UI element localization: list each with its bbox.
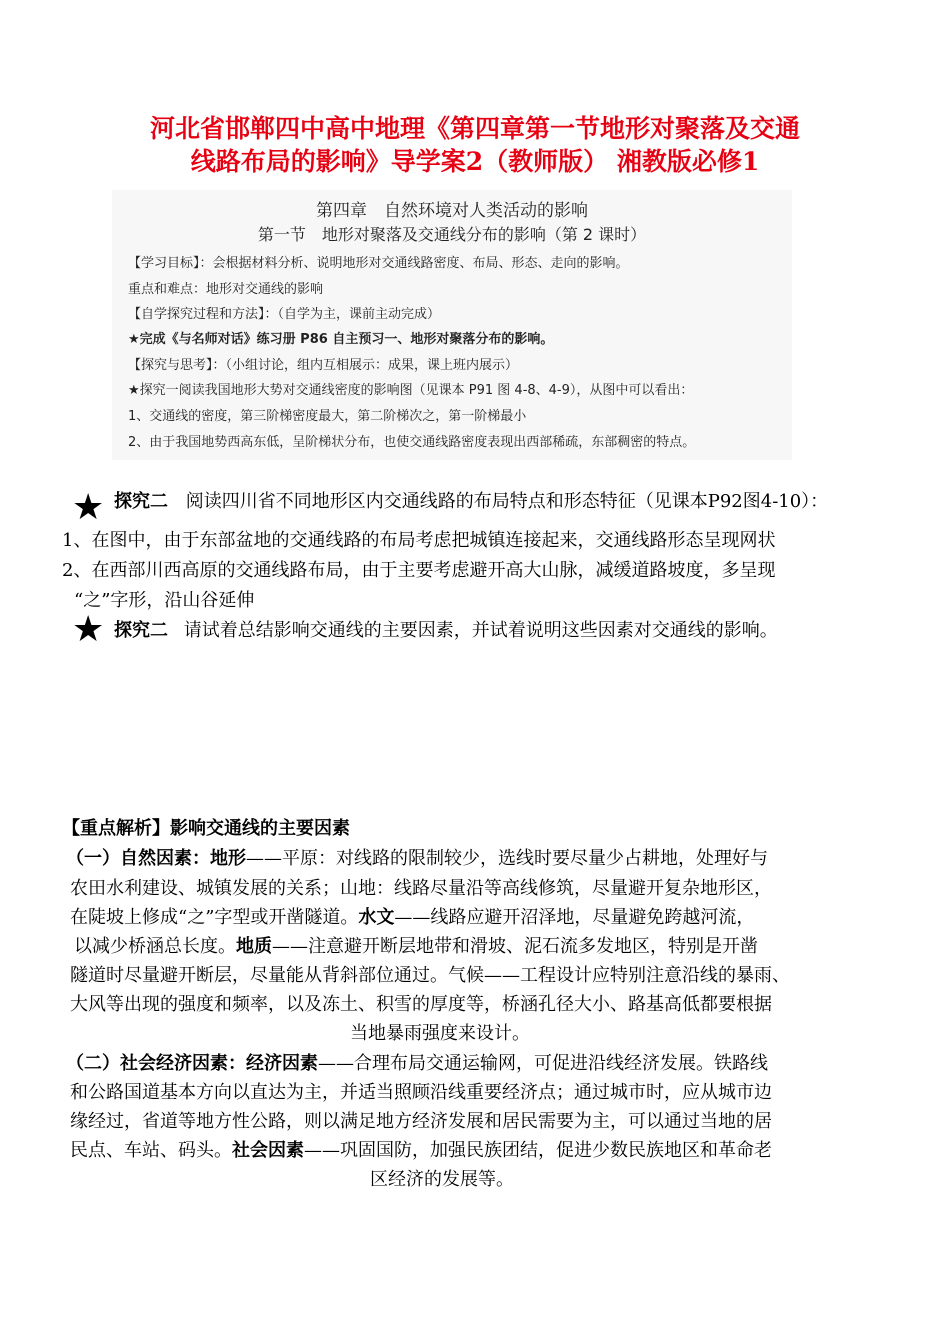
scanned-excerpt [112,190,792,460]
document-title [60,112,890,178]
analysis-line: 缘经过，省道等地方性公路，则以满足地方经济发展和居民需要为主，可以通过当地的居 [70,1111,772,1132]
explore2-question [114,619,778,643]
analysis-line: （一）自然因素：地形——平原：对线路的限制较少，选线时要尽量少占耕地，处理好与 [66,848,768,869]
analysis-line: 区经济的发展等。 [370,1169,514,1190]
scan-line: 2、由于我国地势西高东低，呈阶梯状分布，也使交通线路密度表现出西部稀疏，东部稠密的特点。 [128,435,696,450]
scan-line: ★完成《与名师对话》练习册 P86 自主预习一、地形对聚落分布的影响。 [128,332,554,347]
analysis-line: 大风等出现的强度和频率，以及冻土、积雪的厚度等，桥涵孔径大小、路基高低都要根据 [70,994,772,1015]
scan-line: ★探究一阅读我国地形大势对交通线密度的影响图（见课本 P91 图 4-8、4-9），从图中可以看出： [128,383,694,398]
scan-line: 重点和难点：地形对交通线的影响 [128,282,324,297]
chapter-heading: 第四章 自然环境对人类活动的影响 [316,201,588,221]
section-heading: 第一节 地形对聚落及交通线分布的影响（第 2 课时） [257,225,647,244]
explore2-item-1: 1、在图中，由于东部盆地的交通线路的布局考虑把城镇连接起来，交通线路形态呈现网状 [62,530,776,551]
title-line-2: 线路布局的影响》导学案2（教师版） 湘教版必修1 [190,147,760,176]
black-star-icon: ★ [72,609,105,650]
analysis-heading: 【重点解析】影响交通线的主要因素 [62,818,350,839]
analysis-line: 民点、车站、码头。社会因素——巩固国防，加强民族团结，促进少数民族地区和革命老 [70,1140,772,1161]
title-line-1: 河北省邯郸四中高中地理《第四章第一节地形对聚落及交通 [149,114,800,143]
analysis-line: 在陡坡上修成“之”字型或开凿隧道。水文——线路应避开沼泽地，尽量避免跨越河流， [70,907,755,928]
explore2-question-text: 请试着总结影响交通线的主要因素，并试着说明这些因素对交通线的影响。 [183,620,778,641]
explore2-item-2b: “之”字形，沿山谷延伸 [74,590,255,611]
explore2-label: 探究二 [114,491,168,512]
scan-line: 【探究与思考】：（小组讨论，组内互相展示：成果，课上班内展示） [128,358,519,373]
black-star-icon: ★ [72,487,105,528]
analysis-line: 隧道时尽量避开断层，尽量能从背斜部位通过。气候——工程设计应特别注意沿线的暴雨、 [70,965,790,986]
analysis-line: 农田水利建设、城镇发展的关系；山地：线路尽量沿等高线修筑，尽量避开复杂地形区， [70,878,772,899]
explore2-label: 探究二 [114,620,168,641]
scan-line: 1、交通线的密度，第三阶梯密度最大，第二阶梯次之，第一阶梯最小 [128,409,527,424]
scan-line: 【自学探究过程和方法】：（自学为主，课前主动完成） [128,307,441,322]
scan-line: 【学习目标】：会根据材料分析、说明地形对交通线路密度、布局、形态、走向的影响。 [128,256,629,271]
explore2-intro [114,490,828,514]
explore2-item-2a: 2、在西部川西高原的交通线路布局，由于主要考虑避开高大山脉，减缓道路坡度，多呈现 [62,560,776,581]
analysis-line: 和公路国道基本方向以直达为主，并适当照顾沿线重要经济点；通过城市时，应从城市边 [70,1082,772,1103]
analysis-line: （二）社会经济因素：经济因素——合理布局交通运输网，可促进沿线经济发展。铁路线 [66,1053,768,1074]
explore2-text: 阅读四川省不同地形区内交通线路的布局特点和形态特征（见课本P92图4-10）： [185,491,829,512]
analysis-line: 以减少桥涵总长度。地质——注意避开断层地带和滑坡、泥石流多发地区，特别是开凿 [74,936,758,957]
analysis-line: 当地暴雨强度来设计。 [350,1023,530,1044]
